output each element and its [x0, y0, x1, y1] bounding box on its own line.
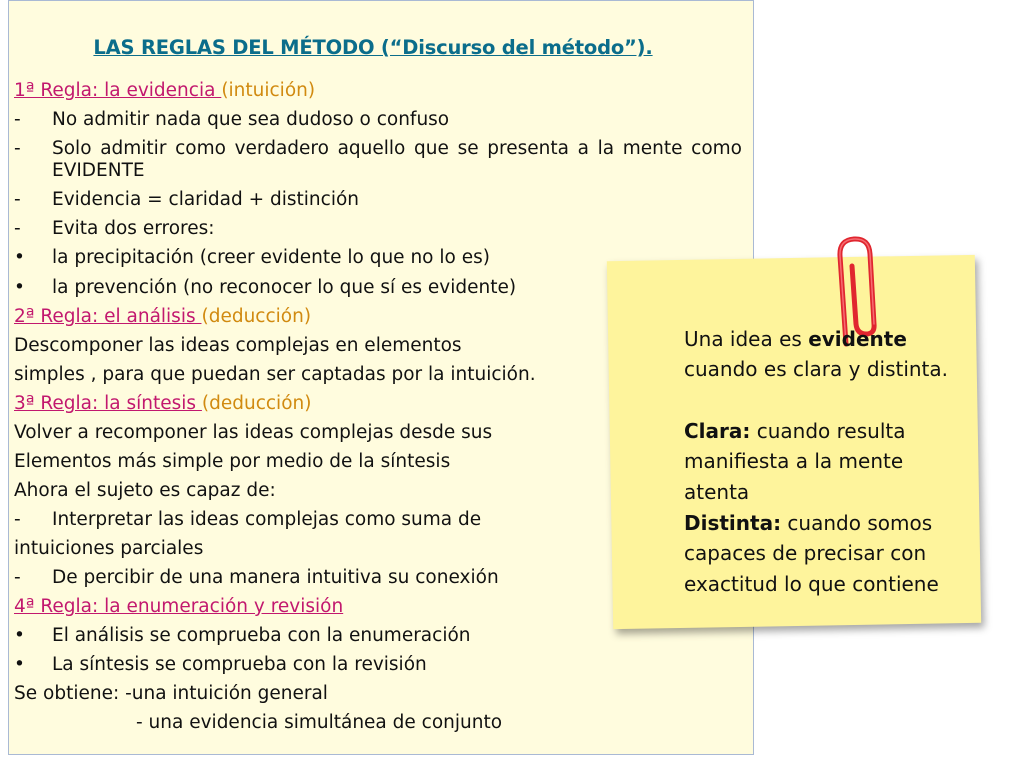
list-item-text: Evidencia = claridad + distinción [52, 189, 360, 210]
bullet-marker: • [14, 247, 25, 268]
rule2-heading [14, 306, 311, 328]
list-item-text: la prevención (no reconocer lo que sí es evidente) [52, 277, 517, 298]
note-line [684, 508, 932, 538]
text-line: Volver a recomponer las ideas complejas desde sus [14, 422, 493, 443]
list-item [14, 538, 203, 560]
bullet-marker: • [14, 654, 25, 675]
note-bold: Clara: [684, 419, 751, 443]
list-marker: - [14, 138, 21, 159]
text-line: Ahora el sujeto es capaz de: [14, 480, 276, 501]
page-title: LAS REGLAS DEL MÉTODO (“Discurso del método”). [93, 36, 653, 59]
rule3-heading [14, 393, 311, 415]
rule2-sub: (deducción) [201, 306, 312, 327]
list-item [14, 218, 214, 240]
rule4-heading [14, 596, 343, 618]
note-line: capaces de precisar con [684, 541, 927, 565]
text-line: Se obtiene: -una intuición general [14, 683, 328, 704]
note-line: atenta [684, 480, 750, 504]
text-line: simples , para que puedan ser captadas por la intuición. [14, 364, 536, 385]
text-line: Elementos más simple por medio de la síntesis [14, 451, 451, 472]
list-item-text: El análisis se comprueba con la enumeración [52, 625, 471, 646]
list-item-text: No admitir nada que sea dudoso o confuso [52, 109, 450, 130]
bullet-marker: • [14, 277, 25, 298]
rule3-label: 3ª Regla: la síntesis [14, 393, 202, 414]
note-text: Una idea es [684, 327, 809, 351]
list-item-text: intuiciones parciales [14, 538, 204, 559]
text-line: Descomponer las ideas complejas en elementos [14, 335, 462, 356]
list-item-text: De percibir de una manera intuitiva su conexión [52, 567, 499, 588]
list-item [14, 625, 471, 647]
note-text: cuando somos [781, 511, 933, 535]
note-line: exactitud lo que contiene [684, 572, 939, 596]
list-marker: - [14, 109, 21, 130]
note-line [684, 324, 907, 354]
rule1-sub: (intuición) [221, 80, 316, 101]
list-marker: - [14, 567, 21, 588]
note-line: manifiesta a la mente [684, 449, 904, 473]
rule1-label: 1ª Regla: la evidencia [14, 80, 222, 101]
list-item-text: La síntesis se comprueba con la revisión [52, 654, 427, 675]
list-item-text: la precipitación (creer evidente lo que no lo es) [52, 247, 490, 268]
text-line: - una evidencia simultánea de conjunto [136, 712, 503, 733]
note-text: cuando resulta [750, 419, 906, 443]
rule4-label: 4ª Regla: la enumeración y revisión [14, 596, 344, 617]
list-item [14, 654, 427, 676]
note-bold: evidente [808, 327, 907, 351]
list-item [14, 247, 490, 269]
bullet-marker: • [14, 625, 25, 646]
list-item [14, 509, 481, 531]
note-bold: Distinta: [684, 511, 782, 535]
note-line [684, 416, 905, 446]
list-item [14, 277, 516, 299]
list-marker: - [14, 218, 21, 239]
list-item [14, 189, 359, 211]
list-item-text: Solo admitir como verdadero aquello que se presenta a la mente como EVIDENTE [52, 138, 742, 181]
list-item [14, 138, 742, 182]
list-item-text: Interpretar las ideas complejas como suma de [52, 509, 482, 530]
rule2-label: 2ª Regla: el análisis [14, 306, 202, 327]
note-line: cuando es clara y distinta. [684, 357, 949, 381]
list-item [14, 109, 449, 131]
rule1-heading [14, 80, 315, 102]
rule3-sub: (deducción) [201, 393, 312, 414]
list-item-text: Evita dos errores: [52, 218, 215, 239]
list-marker: - [14, 509, 21, 530]
list-marker: - [14, 189, 21, 210]
list-item [14, 567, 499, 589]
